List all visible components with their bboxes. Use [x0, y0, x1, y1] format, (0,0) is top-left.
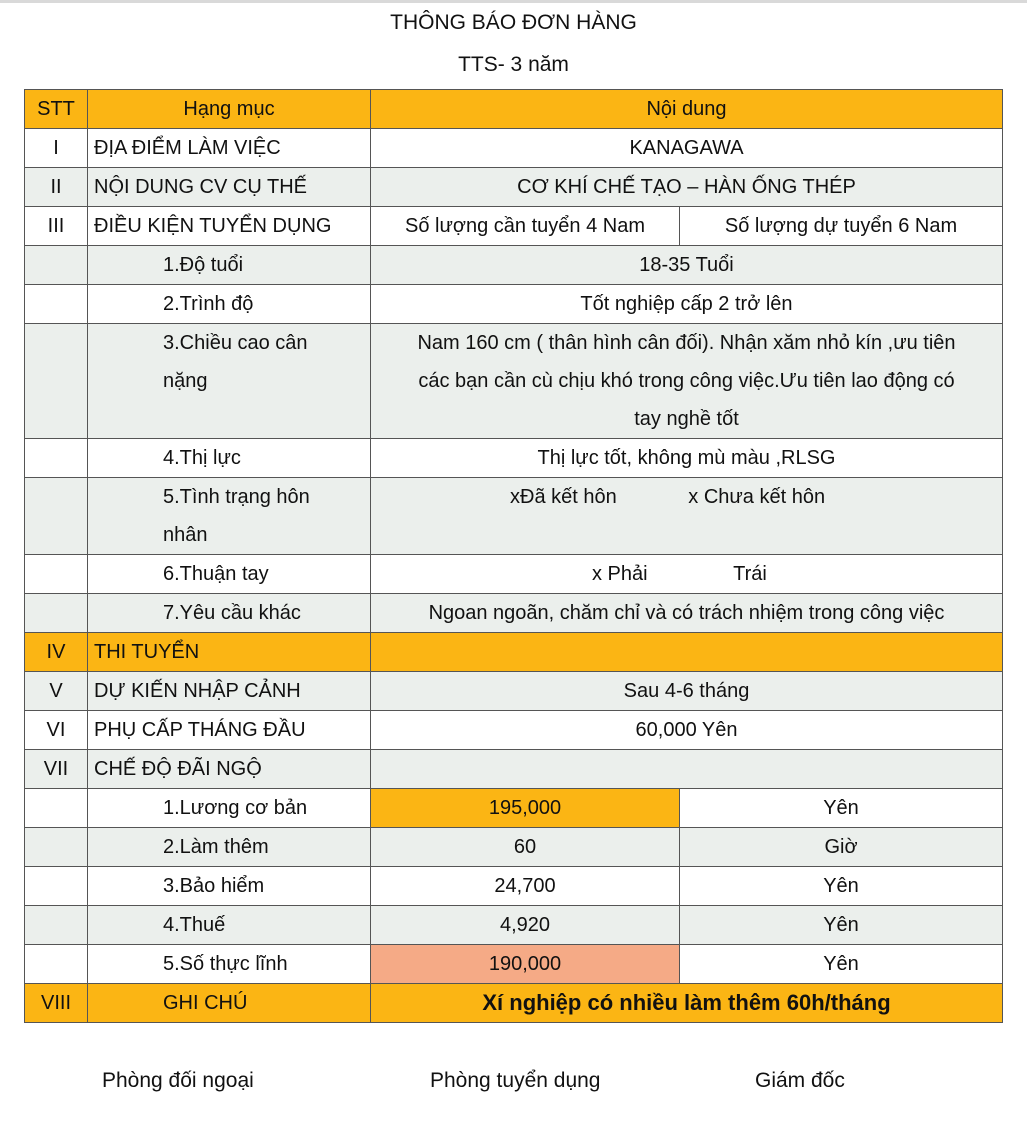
row-stt: II — [25, 168, 88, 207]
table-header-row — [25, 90, 1003, 129]
option-right-hand: x Phải — [592, 563, 648, 585]
row-content — [371, 324, 1003, 439]
page-title: THÔNG BÁO ĐƠN HÀNG — [390, 11, 637, 34]
header-item: Hạng mục — [88, 90, 371, 129]
overtime-value: 60 — [371, 828, 680, 867]
net-value: 190,000 — [371, 945, 680, 984]
table-row — [25, 555, 1003, 594]
table-row — [25, 324, 1003, 439]
row-item: 7.Yêu cầu khác — [88, 594, 371, 633]
table-row — [25, 594, 1003, 633]
row-stt-empty — [25, 246, 88, 285]
row-content: Sau 4-6 tháng — [371, 672, 1003, 711]
page-subtitle: TTS- 3 năm — [458, 53, 569, 76]
header-stt: STT — [25, 90, 88, 129]
table-row — [25, 711, 1003, 750]
row-item: CHẾ ĐỘ ĐÃI NGỘ — [88, 750, 371, 789]
row-stt-empty — [25, 906, 88, 945]
table-row — [25, 168, 1003, 207]
row-item: 3.Bảo hiểm — [88, 867, 371, 906]
row-content: 60,000 Yên — [371, 711, 1003, 750]
row-item: DỰ KIẾN NHẬP CẢNH — [88, 672, 371, 711]
row-stt-empty — [25, 285, 88, 324]
row-stt: III — [25, 207, 88, 246]
row-content-line: các bạn cần cù chịu khó trong công việc.Ưu tiên lao động có — [418, 370, 955, 392]
table-row — [25, 207, 1003, 246]
row-content: Tốt nghiệp cấp 2 trở lên — [371, 285, 1003, 324]
table-row — [25, 129, 1003, 168]
table-row — [25, 672, 1003, 711]
table-row — [25, 750, 1003, 789]
note-content: Xí nghiệp có nhiều làm thêm 60h/tháng — [371, 984, 1003, 1023]
insurance-value: 24,700 — [371, 867, 680, 906]
row-stt: V — [25, 672, 88, 711]
order-table — [24, 89, 1003, 1023]
table-row — [25, 439, 1003, 478]
tax-value: 4,920 — [371, 906, 680, 945]
row-content: Ngoan ngoãn, chăm chỉ và có trách nhiệm trong công việc — [371, 594, 1003, 633]
row-content — [371, 478, 1003, 555]
option-single: x Chưa kết hôn — [688, 486, 826, 508]
table-row — [25, 285, 1003, 324]
top-divider — [0, 0, 1027, 3]
row-item: THI TUYỂN — [88, 633, 371, 672]
insurance-unit: Yên — [680, 867, 1003, 906]
row-stt-empty — [25, 867, 88, 906]
row-content: Thị lực tốt, không mù màu ,RLSG — [371, 439, 1003, 478]
row-content-candidates: Số lượng dự tuyển 6 Nam — [680, 207, 1003, 246]
row-content — [371, 555, 1003, 594]
table-row — [25, 478, 1003, 555]
row-stt-empty — [25, 828, 88, 867]
row-stt-empty — [25, 789, 88, 828]
table-row — [25, 633, 1003, 672]
row-stt-empty — [25, 439, 88, 478]
row-content — [371, 633, 1003, 672]
row-item-line: nhân — [163, 524, 208, 546]
row-stt-empty — [25, 324, 88, 439]
table-row — [25, 984, 1003, 1023]
row-item-line: 3.Chiều cao cân — [163, 332, 308, 354]
overtime-unit: Giờ — [680, 828, 1003, 867]
row-item: 1.Độ tuổi — [88, 246, 371, 285]
row-item: 6.Thuận tay — [88, 555, 371, 594]
row-stt: VI — [25, 711, 88, 750]
option-married: xĐã kết hôn — [510, 486, 617, 508]
row-content: KANAGAWA — [371, 129, 1003, 168]
row-item: GHI CHÚ — [88, 984, 371, 1023]
table-row — [25, 867, 1003, 906]
signature-director: Giám đốc — [755, 1069, 845, 1092]
row-content-line: Nam 160 cm ( thân hình cân đối). Nhận xăm nhỏ kín ,ưu tiên — [417, 332, 956, 354]
option-left-hand: Trái — [733, 563, 767, 585]
row-stt-empty — [25, 555, 88, 594]
table-row — [25, 945, 1003, 984]
row-content-required: Số lượng cần tuyển 4 Nam — [371, 207, 680, 246]
row-item — [88, 324, 371, 439]
salary-unit: Yên — [680, 789, 1003, 828]
row-stt: I — [25, 129, 88, 168]
row-stt: VII — [25, 750, 88, 789]
row-content: CƠ KHÍ CHẾ TẠO – HÀN ỐNG THÉP — [371, 168, 1003, 207]
row-item: NỘI DUNG CV CỤ THẾ — [88, 168, 371, 207]
row-content-line: tay nghề tốt — [634, 408, 739, 430]
row-item — [88, 478, 371, 555]
row-item: 4.Thuế — [88, 906, 371, 945]
row-item: PHỤ CẤP THÁNG ĐẦU — [88, 711, 371, 750]
header-content: Nội dung — [371, 90, 1003, 129]
row-item: ĐỊA ĐIỂM LÀM VIỆC — [88, 129, 371, 168]
signature-foreign-affairs: Phòng đối ngoại — [102, 1069, 254, 1092]
table-row — [25, 828, 1003, 867]
row-stt: IV — [25, 633, 88, 672]
signature-recruitment: Phòng tuyển dụng — [430, 1069, 601, 1092]
table-row — [25, 906, 1003, 945]
row-stt-empty — [25, 478, 88, 555]
row-stt-empty — [25, 594, 88, 633]
table-row — [25, 246, 1003, 285]
row-item-line: nặng — [163, 370, 208, 392]
row-item: 1.Lương cơ bản — [88, 789, 371, 828]
row-content: 18-35 Tuổi — [371, 246, 1003, 285]
row-item: 4.Thị lực — [88, 439, 371, 478]
tax-unit: Yên — [680, 906, 1003, 945]
row-content — [371, 750, 1003, 789]
row-stt-empty — [25, 945, 88, 984]
table-row — [25, 789, 1003, 828]
row-item: 2.Làm thêm — [88, 828, 371, 867]
row-item: ĐIỀU KIỆN TUYỂN DỤNG — [88, 207, 371, 246]
row-item-line: 5.Tình trạng hôn — [163, 486, 310, 508]
row-item: 2.Trình độ — [88, 285, 371, 324]
net-unit: Yên — [680, 945, 1003, 984]
salary-value: 195,000 — [371, 789, 680, 828]
row-item: 5.Số thực lĩnh — [88, 945, 371, 984]
row-stt: VIII — [25, 984, 88, 1023]
